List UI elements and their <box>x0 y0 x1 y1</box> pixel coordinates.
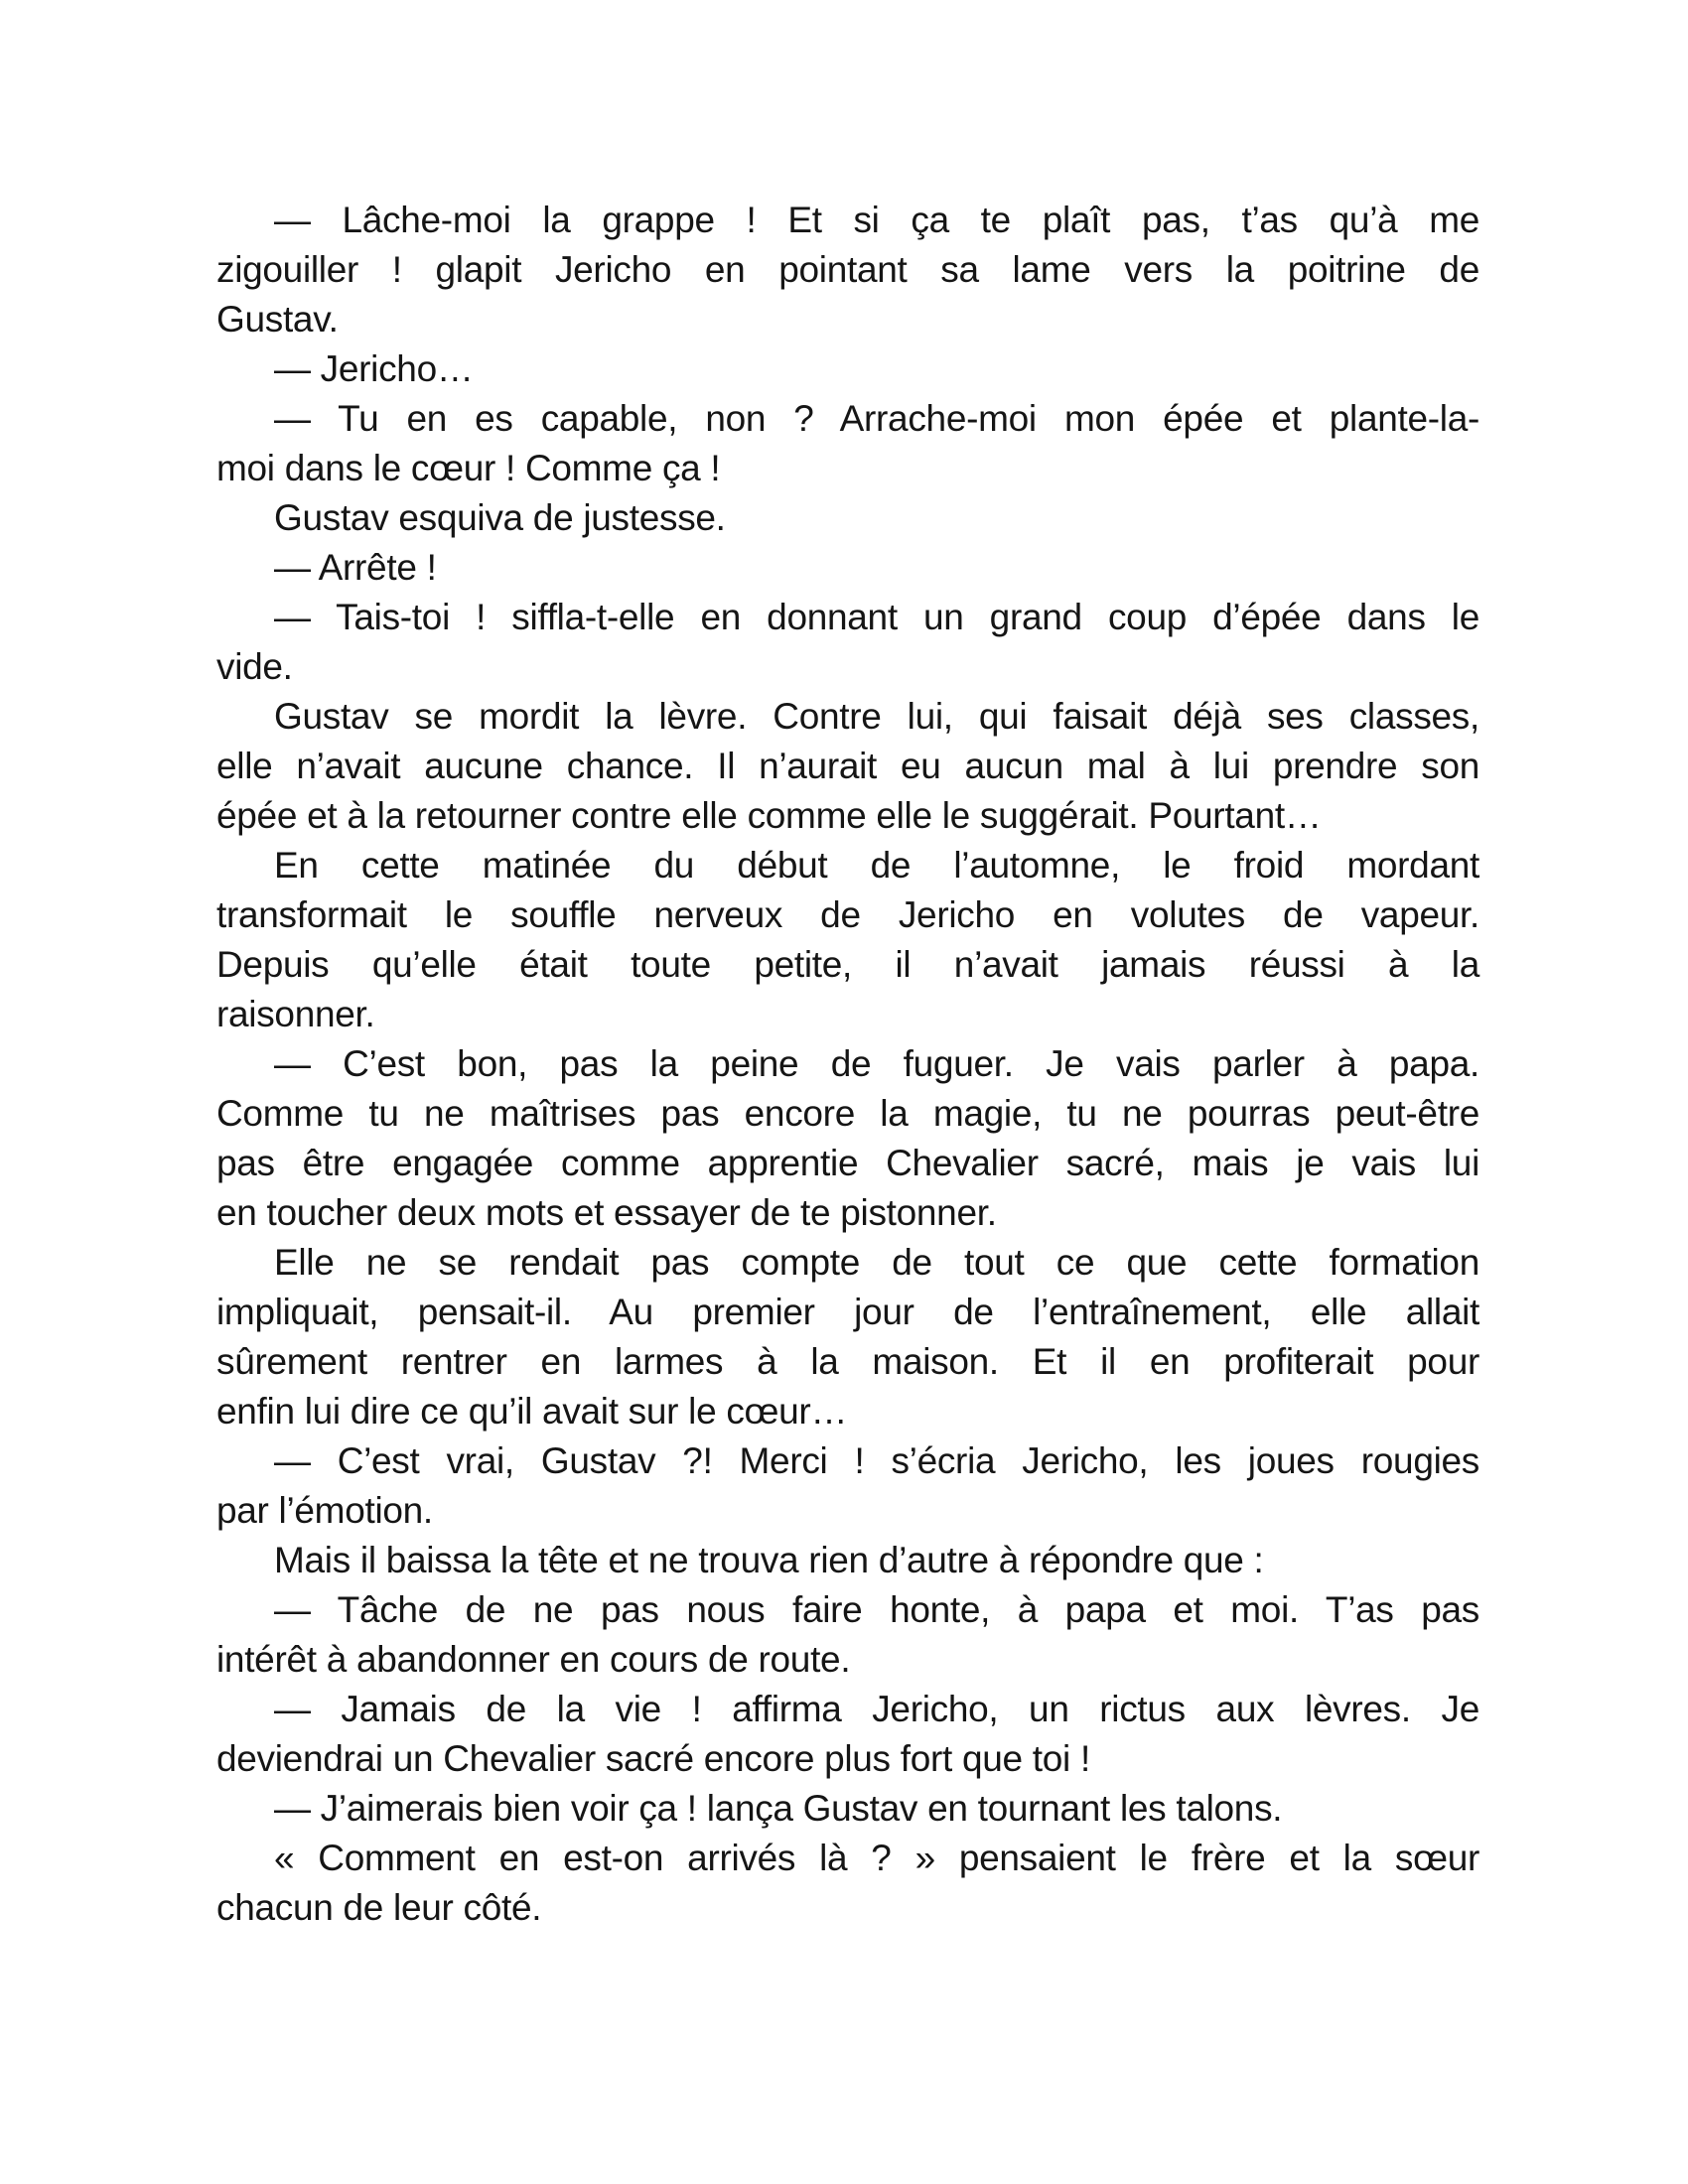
paragraph <box>216 543 1479 593</box>
text-line: vide. <box>216 646 293 687</box>
text-line: — Lâche-moi la grappe ! Et si ça te plaît pas, t’as qu’à me <box>274 200 1479 240</box>
paragraph <box>216 196 1479 344</box>
text-line: zigouiller ! glapit Jericho en pointant sa lame vers la poitrine de <box>216 249 1479 290</box>
paragraph <box>216 344 1479 394</box>
text-line: Gustav se mordit la lèvre. Contre lui, qui faisait déjà ses classes, <box>274 696 1479 737</box>
text-line: — J’aimerais bien voir ça ! lança Gustav en tournant les talons. <box>274 1788 1283 1829</box>
text-line: — Tu en es capable, non ? Arrache-moi mon épée et plante-la- <box>274 398 1479 439</box>
text-line: Elle ne se rendait pas compte de tout ce que cette formation <box>274 1242 1479 1283</box>
text-line: — Jericho… <box>274 348 474 389</box>
paragraph <box>216 1238 1479 1436</box>
text-line: en toucher deux mots et essayer de te pistonner. <box>216 1192 997 1233</box>
text-line: — C’est vrai, Gustav ?! Merci ! s’écria Jericho, les joues rougies <box>274 1440 1479 1481</box>
text-line: intérêt à abandonner en cours de route. <box>216 1639 851 1680</box>
page-text <box>216 196 1479 1933</box>
text-line: — Arrête ! <box>274 547 437 588</box>
text-line: deviendrai un Chevalier sacré encore plus fort que toi ! <box>216 1738 1090 1779</box>
paragraph <box>216 841 1479 1039</box>
paragraph <box>216 1436 1479 1536</box>
text-line: Gustav. <box>216 299 339 340</box>
text-line: Depuis qu’elle était toute petite, il n’avait jamais réussi à la <box>216 944 1479 985</box>
text-line: moi dans le cœur ! Comme ça ! <box>216 448 721 488</box>
paragraph <box>216 1536 1479 1585</box>
text-line: En cette matinée du début de l’automne, le froid mordant <box>274 845 1479 886</box>
text-line: impliquait, pensait-il. Au premier jour de l’entraînement, elle allait <box>216 1292 1479 1332</box>
text-line: elle n’avait aucune chance. Il n’aurait eu aucun mal à lui prendre son <box>216 746 1479 786</box>
paragraph <box>216 692 1479 841</box>
text-line: Gustav esquiva de justesse. <box>274 497 726 538</box>
text-line: Mais il baissa la tête et ne trouva rien d’autre à répondre que : <box>274 1540 1264 1580</box>
paragraph <box>216 394 1479 493</box>
text-line: chacun de leur côté. <box>216 1887 542 1928</box>
text-line: Comme tu ne maîtrises pas encore la magie, tu ne pourras peut-être <box>216 1093 1479 1134</box>
paragraph <box>216 1784 1479 1834</box>
text-line: — Jamais de la vie ! affirma Jericho, un rictus aux lèvres. Je <box>274 1689 1479 1729</box>
text-line: enfin lui dire ce qu’il avait sur le cœur… <box>216 1391 848 1432</box>
text-line: pas être engagée comme apprentie Chevalier sacré, mais je vais lui <box>216 1143 1479 1183</box>
paragraph <box>216 593 1479 692</box>
text-line: « Comment en est-on arrivés là ? » pensaient le frère et la sœur <box>274 1838 1479 1878</box>
text-line: — Tais-toi ! siffla-t-elle en donnant un grand coup d’épée dans le <box>274 597 1479 637</box>
text-line: raisonner. <box>216 994 375 1034</box>
text-line: transformait le souffle nerveux de Jericho en volutes de vapeur. <box>216 894 1479 935</box>
paragraph <box>216 1834 1479 1933</box>
text-line: sûrement rentrer en larmes à la maison. Et il en profiterait pour <box>216 1341 1479 1382</box>
text-line: par l’émotion. <box>216 1490 433 1531</box>
paragraph <box>216 493 1479 543</box>
text-line: épée et à la retourner contre elle comme elle le suggérait. Pourtant… <box>216 795 1322 836</box>
text-line: — Tâche de ne pas nous faire honte, à papa et moi. T’as pas <box>274 1589 1479 1630</box>
paragraph <box>216 1685 1479 1784</box>
paragraph <box>216 1585 1479 1685</box>
paragraph <box>216 1039 1479 1238</box>
text-line: — C’est bon, pas la peine de fuguer. Je vais parler à papa. <box>274 1043 1479 1084</box>
